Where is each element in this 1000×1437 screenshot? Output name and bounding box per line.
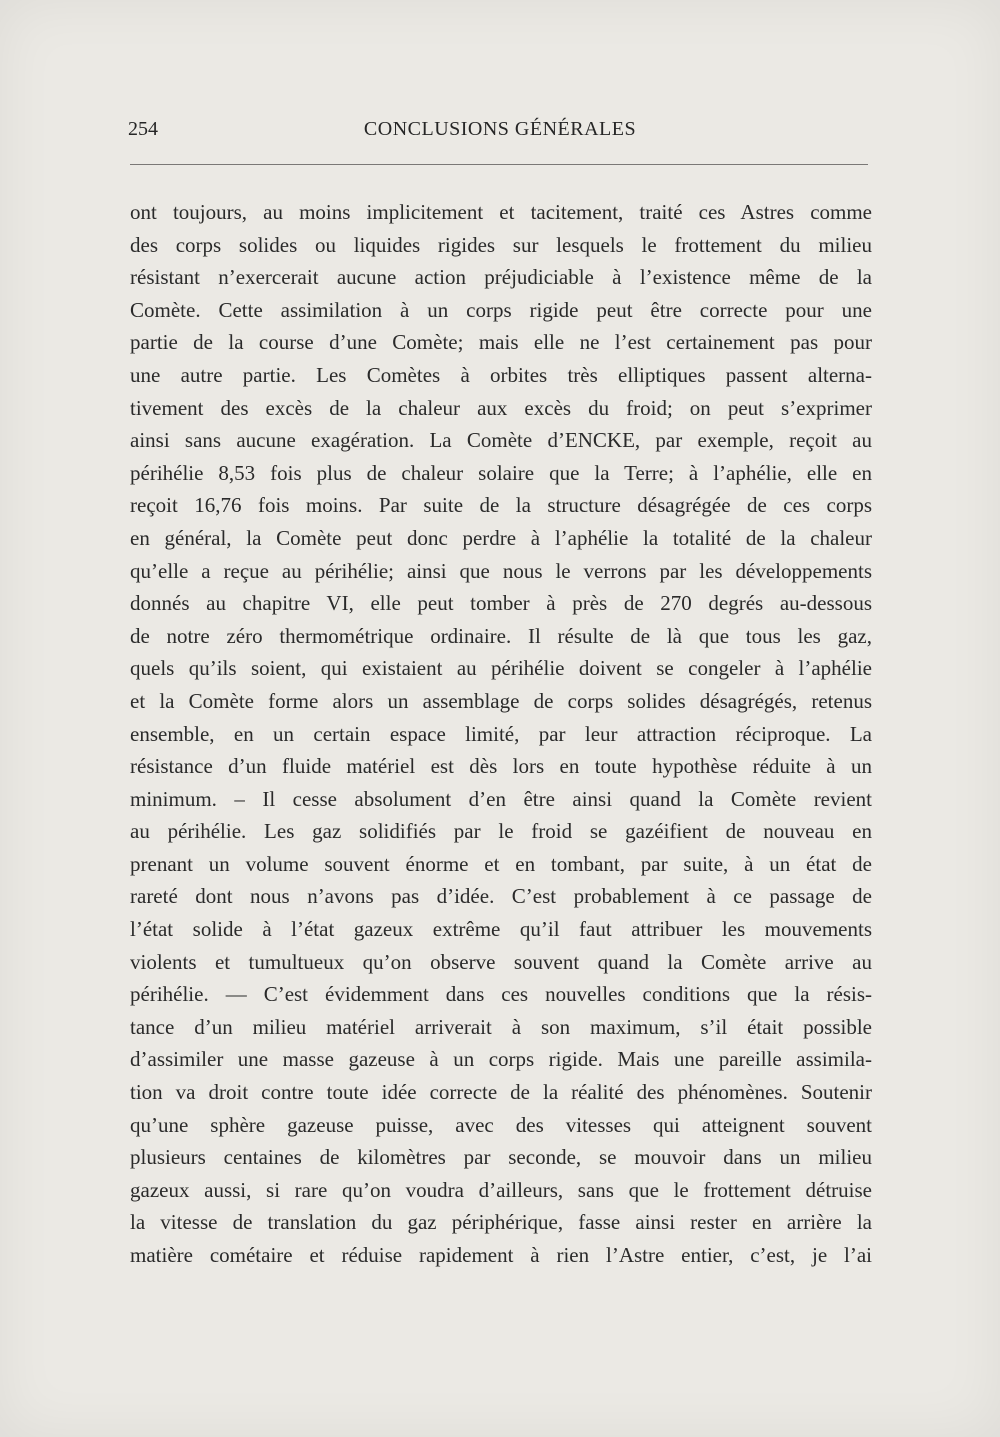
header-rule	[130, 164, 868, 165]
text-line: de notre zéro thermométrique ordinaire. Il résulte de là que tous les gaz,	[130, 623, 872, 648]
text-line: quels qu’ils soient, qui existaient au périhélie doivent se congeler à l’aphélie	[130, 656, 872, 681]
text-line: donnés au chapitre VI, elle peut tomber à près de 270 degrés au-dessous	[130, 591, 872, 616]
text-line: périhélie 8,53 fois plus de chaleur solaire que la Terre; à l’aphélie, elle en	[130, 460, 872, 485]
body-text	[130, 196, 872, 1272]
text-line: tance d’un milieu matériel arriverait à son maximum, s’il était possible	[130, 1014, 872, 1039]
text-line: prenant un volume souvent énorme et en tombant, par suite, à un état de	[130, 851, 872, 876]
text-line: ont toujours, au moins implicitement et tacitement, traité ces Astres comme	[130, 200, 872, 224]
text-line: et la Comète forme alors un assemblage de corps solides désagrégés, retenus	[130, 688, 872, 713]
text-line: qu’elle a reçue au périhélie; ainsi que nous le verrons par les développements	[130, 558, 872, 583]
page-number: 254	[128, 118, 158, 140]
text-line: au périhélie. Les gaz solidifiés par le froid se gazéifient de nouveau en	[130, 819, 872, 844]
text-line: partie de la course d’une Comète; mais elle ne l’est certainement pas pour	[130, 330, 872, 355]
text-line: violents et tumultueux qu’on observe souvent quand la Comète arrive au	[130, 949, 872, 974]
text-line: des corps solides ou liquides rigides sur lesquels le frottement du milieu	[130, 232, 872, 257]
text-line: qu’une sphère gazeuse puisse, avec des vitesses qui atteignent souvent	[130, 1112, 872, 1137]
text-line: Comète. Cette assimilation à un corps rigide peut être correcte pour une	[130, 297, 872, 322]
text-line: une autre partie. Les Comètes à orbites très elliptiques passent alterna-	[130, 362, 872, 387]
text-line: minimum. – Il cesse absolument d’en être ainsi quand la Comète revient	[130, 786, 872, 811]
text-line: périhélie. — C’est évidemment dans ces nouvelles conditions que la résis-	[130, 982, 872, 1007]
text-line: rareté dont nous n’avons pas d’idée. C’est probablement à ce passage de	[130, 884, 872, 909]
text-line: résistant n’exercerait aucune action préjudiciable à l’existence même de la	[130, 265, 872, 290]
text-line: reçoit 16,76 fois moins. Par suite de la structure désagrégée de ces corps	[130, 493, 872, 518]
text-line: résistance d’un fluide matériel est dès lors en toute hypothèse réduite à un	[130, 754, 872, 779]
text-line: matière cométaire et réduise rapidement à rien l’Astre entier, c’est, je l’ai	[130, 1243, 872, 1267]
text-line: en général, la Comète peut donc perdre à l’aphélie la totalité de la chaleur	[130, 525, 872, 550]
running-head	[128, 118, 872, 146]
running-title: CONCLUSIONS GÉNÉRALES	[363, 118, 637, 140]
text-line: plusieurs centaines de kilomètres par seconde, se mouvoir dans un milieu	[130, 1145, 872, 1170]
text-line: ensemble, en un certain espace limité, par leur attraction réciproque. La	[130, 721, 872, 746]
text-line: ainsi sans aucune exagération. La Comète d’ENCKE, par exemple, reçoit au	[130, 428, 872, 453]
text-line: l’état solide à l’état gazeux extrême qu’il faut attribuer les mouvements	[130, 917, 872, 942]
text-line: tion va droit contre toute idée correcte de la réalité des phénomènes. Soutenir	[130, 1080, 872, 1105]
text-line: gazeux aussi, si rare qu’on voudra d’ailleurs, sans que le frottement détruise	[130, 1177, 872, 1202]
text-line: tivement des excès de la chaleur aux excès du froid; on peut s’exprimer	[130, 395, 872, 420]
text-line: la vitesse de translation du gaz périphérique, fasse ainsi rester en arrière la	[130, 1210, 872, 1235]
text-line: d’assimiler une masse gazeuse à un corps rigide. Mais une pareille assimila-	[130, 1047, 872, 1072]
